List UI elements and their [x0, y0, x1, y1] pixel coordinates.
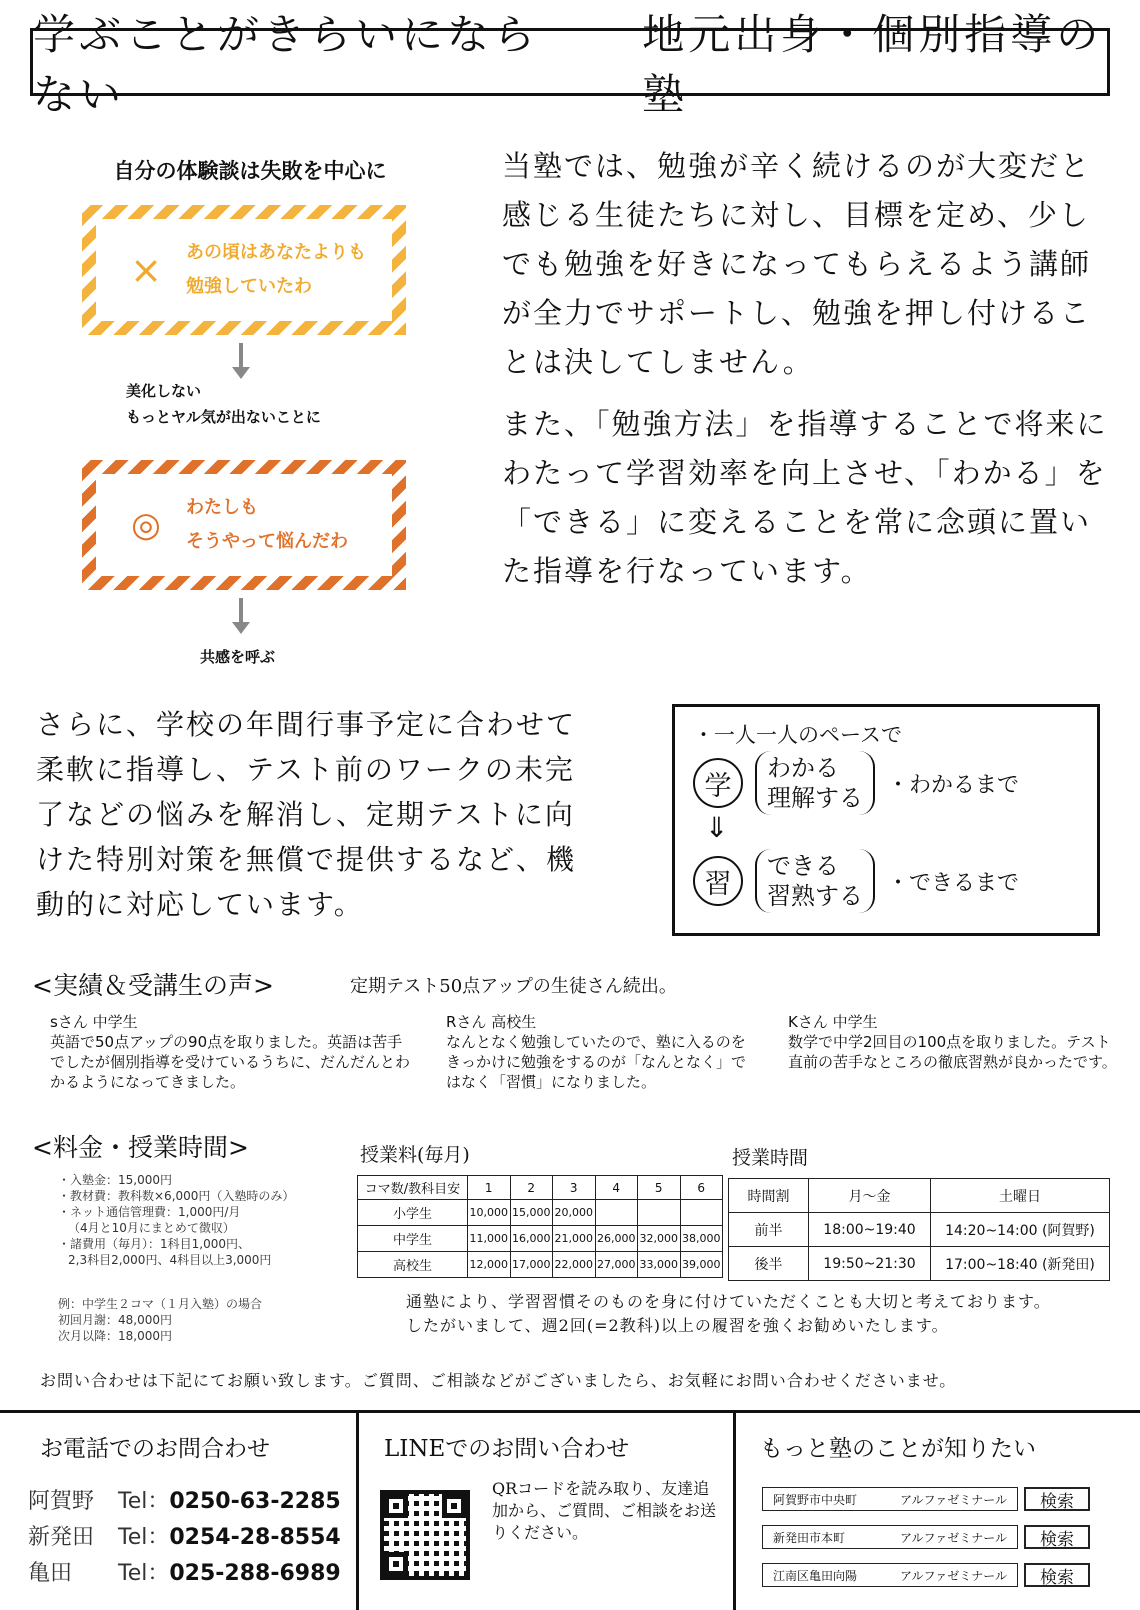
fee-item: ・教材費：教科数×6,000円（入塾時のみ） [58, 1189, 295, 1203]
good-example-box [82, 460, 406, 590]
cross-mark-icon: × [130, 248, 162, 292]
step2-line2: 習熟する [767, 882, 863, 910]
search-place: 新発田市本町 [773, 1530, 846, 1545]
search-place: 江南区亀田向陽 [773, 1568, 858, 1583]
note-line1: 通塾により、学習習慣そのものを身に付けていただくことも大切と考えております。 [406, 1292, 1051, 1311]
note-no-embellish [126, 378, 321, 430]
line-heading: LINEでのお問い合わせ [384, 1436, 630, 1462]
line-instructions: QRコードを読み取り、友達追加から、ご質問、ご相談をお送りください。 [492, 1479, 717, 1542]
search-place: 阿賀野市中央町 [773, 1492, 858, 1507]
class-time-table [728, 1178, 1110, 1281]
step2-line1: できる [767, 852, 839, 880]
good-example-line2: そうやって悩んだわ [186, 531, 348, 552]
divider [733, 1410, 736, 1610]
understand-bracket [755, 751, 875, 815]
master-bracket [755, 849, 875, 913]
table-header-cell: 時間割 [729, 1179, 809, 1213]
table-header-cell: 4 [595, 1176, 638, 1200]
table-header-cell: 月〜金 [809, 1179, 931, 1213]
table-row [358, 1200, 723, 1226]
search-button[interactable]: 検索 [1024, 1563, 1090, 1587]
learn-circle-icon: 学 [693, 758, 743, 808]
table-cell [680, 1200, 723, 1226]
until-master: ・できるまで [887, 870, 1020, 896]
pace-step-master [693, 849, 1019, 913]
table-cell: 19:50~21:30 [809, 1247, 931, 1281]
note1-line1: 美化しない [126, 382, 202, 400]
table-cell: 11,000 [468, 1226, 511, 1252]
voice-card [50, 1012, 410, 1092]
pace-step-understand [693, 751, 1019, 815]
table-cell: 後半 [729, 1247, 809, 1281]
search-button[interactable]: 検索 [1024, 1487, 1090, 1511]
fee-list [58, 1172, 294, 1268]
step1-line1: わかる [767, 754, 839, 782]
table-cell: 21,000 [553, 1226, 596, 1252]
table-cell: 12,000 [468, 1252, 511, 1278]
search-query-field [762, 1525, 1018, 1549]
table-cell: 17:00~18:40 (新発田) [931, 1247, 1110, 1281]
search-school: アルファゼミナール [899, 1530, 1007, 1545]
search-school: アルファゼミナール [899, 1492, 1007, 1507]
table-cell: 26,000 [595, 1226, 638, 1252]
arrow-down-icon [235, 343, 247, 379]
table-cell: 38,000 [680, 1226, 723, 1252]
voice-body: 数学で中学2回目の100点を取りました。テスト直前の苦手なところの徹底習熟が良かったです。 [788, 1033, 1117, 1071]
table-header-row [729, 1179, 1110, 1213]
voice-name: sさん 中学生 [50, 1013, 138, 1031]
study-habit-note [406, 1290, 1116, 1338]
table-cell: 16,000 [510, 1226, 553, 1252]
until-understand: ・わかるまで [887, 772, 1020, 798]
intro-paragraph-1: 当塾では、勉強が辛く続けるのが大変だと感じる生徒たちに対し、目標を定め、少しでも勉強を好きになってもらえるよう講師が全力でサポートし、勉強を押し付けることは決してしません。 [502, 149, 1092, 379]
phone-list [28, 1484, 341, 1592]
tuition-caption: 授業料(毎月) [360, 1144, 470, 1166]
phone-number-link[interactable]: 0254-28-8554 [169, 1525, 341, 1550]
table-cell: 39,000 [680, 1252, 723, 1278]
phone-row [28, 1520, 341, 1556]
step1-line2: 理解する [767, 784, 863, 812]
phone-heading: お電話でのお問合わせ [40, 1436, 270, 1462]
phone-row [28, 1484, 341, 1520]
search-list [762, 1486, 1090, 1588]
intro-paragraph-3: さらに、学校の年間行事予定に合わせて柔軟に指導し、テスト前のワークの未完了などの悩みを解消し、定期テストに向けた特別対策を無償で提供するなど、機動的に対応しています。 [36, 708, 577, 921]
example-next: 次月以降：18,000円 [58, 1329, 172, 1343]
table-cell: 22,000 [553, 1252, 596, 1278]
fee-item: 2,3科目2,000円、4科目以上3,000円 [68, 1253, 272, 1267]
note-line2: したがいまして、週2回(=2教科)以上の履習を強くお勧めいたします。 [406, 1316, 949, 1335]
table-cell: 高校生 [358, 1252, 468, 1278]
table-cell: 14:20~14:00 (阿賀野) [931, 1213, 1110, 1247]
phone-row [28, 1556, 341, 1592]
pace-heading: ・一人一人のペースで [693, 723, 902, 747]
table-cell: 33,000 [638, 1252, 681, 1278]
voice-name: Rさん 高校生 [446, 1013, 537, 1031]
table-cell: 前半 [729, 1213, 809, 1247]
divider [356, 1410, 359, 1610]
table-header-cell: 6 [680, 1176, 723, 1200]
table-header-cell: 土曜日 [931, 1179, 1110, 1213]
table-row [729, 1247, 1110, 1281]
bad-example-box [82, 205, 406, 335]
phone-number-link[interactable]: 025-288-6989 [169, 1561, 341, 1586]
fee-example [58, 1296, 262, 1344]
contact-intro: お問い合わせは下記にてお願い致します。ご質問、ご相談などがございましたら、お気軽にお問い合わせくださいませ。 [40, 1371, 957, 1390]
table-cell: 中学生 [358, 1226, 468, 1252]
phone-area: 阿賀野 [28, 1489, 95, 1514]
fee-item: ・入塾金：15,000円 [58, 1173, 172, 1187]
search-row [762, 1562, 1090, 1588]
table-header-cell: コマ数/教科目安 [358, 1176, 468, 1200]
tuition-table [357, 1175, 723, 1278]
table-cell: 15,000 [510, 1200, 553, 1226]
experience-title: 自分の体験談は失敗を中心に [113, 159, 387, 183]
table-cell: 20,000 [553, 1200, 596, 1226]
tel-label: Tel： [118, 1525, 170, 1550]
search-row [762, 1486, 1090, 1512]
table-cell: 17,000 [510, 1252, 553, 1278]
header-right-text: 地元出身・個別指導の塾 [642, 10, 1103, 119]
results-heading: <実績＆受講生の声> [32, 971, 274, 1000]
table-cell: 10,000 [468, 1200, 511, 1226]
header-title-box [30, 10, 1110, 119]
table-cell [595, 1200, 638, 1226]
more-heading: もっと塾のことが知りたい [760, 1436, 1036, 1462]
bad-example-line1: あの頃はあなたよりも [186, 242, 366, 263]
table-row [729, 1213, 1110, 1247]
table-header-cell: 5 [638, 1176, 681, 1200]
fee-item: ・諸費用（毎月）：1科目1,000円、 [58, 1237, 250, 1251]
table-cell: 32,000 [638, 1226, 681, 1252]
note-empathy: 共感を呼ぶ [200, 648, 276, 666]
table-header-cell: 2 [510, 1176, 553, 1200]
results-subheading: 定期テスト50点アップの生徒さん続出。 [350, 976, 677, 997]
voice-card [446, 1012, 756, 1092]
voice-name: Kさん 中学生 [788, 1013, 878, 1031]
table-header-cell: 3 [553, 1176, 596, 1200]
table-cell: 小学生 [358, 1200, 468, 1226]
header-left-text: 学ぶことがきらいにならない [33, 10, 540, 119]
table-cell: 27,000 [595, 1252, 638, 1278]
practice-circle-icon: 習 [693, 856, 743, 906]
table-row [358, 1226, 723, 1252]
fees-heading: <料金・授業時間> [32, 1133, 249, 1162]
voice-body: なんとなく勉強していたので、塾に入るのをきっかけに勉強をするのが「なんとなく」ではなく「習慣」になりました。 [446, 1033, 747, 1091]
example-first: 初回月謝：48,000円 [58, 1313, 172, 1327]
table-row [358, 1252, 723, 1278]
double-arrow-down-icon: ⇓ [705, 811, 729, 844]
search-row [762, 1524, 1090, 1550]
intro-paragraph-2: また、「勉強方法」を指導することで将来にわたって学習効率を向上させ、「わかる」を「できる」に変えることを常に念頭に置いた指導を行なっています。 [502, 407, 1108, 588]
fee-item: ・ネット通信管理費：1,000円/月 [58, 1205, 241, 1219]
time-caption: 授業時間 [732, 1147, 809, 1169]
search-school: アルファゼミナール [899, 1568, 1007, 1583]
qr-code-icon[interactable] [380, 1490, 470, 1580]
search-button[interactable]: 検索 [1024, 1525, 1090, 1549]
tel-label: Tel： [118, 1561, 170, 1586]
pace-box [672, 704, 1100, 936]
fee-item: （4月と10月にまとめて徴収） [68, 1221, 235, 1235]
phone-area: 新発田 [28, 1525, 95, 1550]
voice-body: 英語で50点アップの90点を取りました。英語は苦手でしたが個別指導を受けているうちに、だんだんとわかるようになってきました。 [50, 1033, 411, 1091]
table-header-cell: 1 [468, 1176, 511, 1200]
table-cell [638, 1200, 681, 1226]
double-circle-icon: ◎ [131, 505, 161, 545]
bad-example-line2: 勉強していたわ [186, 276, 312, 297]
table-cell: 18:00~19:40 [809, 1213, 931, 1247]
good-example-line1: わたしも [186, 497, 258, 518]
table-header-row [358, 1176, 723, 1200]
arrow-down-icon [235, 598, 247, 634]
search-query-field [762, 1563, 1018, 1587]
note1-line2: もっとヤル気が出ないことに [126, 408, 321, 426]
voice-card [788, 1012, 1118, 1072]
example-title: 例：中学生２コマ（１月入塾）の場合 [58, 1297, 263, 1311]
search-query-field [762, 1487, 1018, 1511]
tel-label: Tel： [118, 1489, 170, 1514]
phone-number-link[interactable]: 0250-63-2285 [169, 1489, 341, 1514]
phone-area: 亀田 [28, 1561, 73, 1586]
